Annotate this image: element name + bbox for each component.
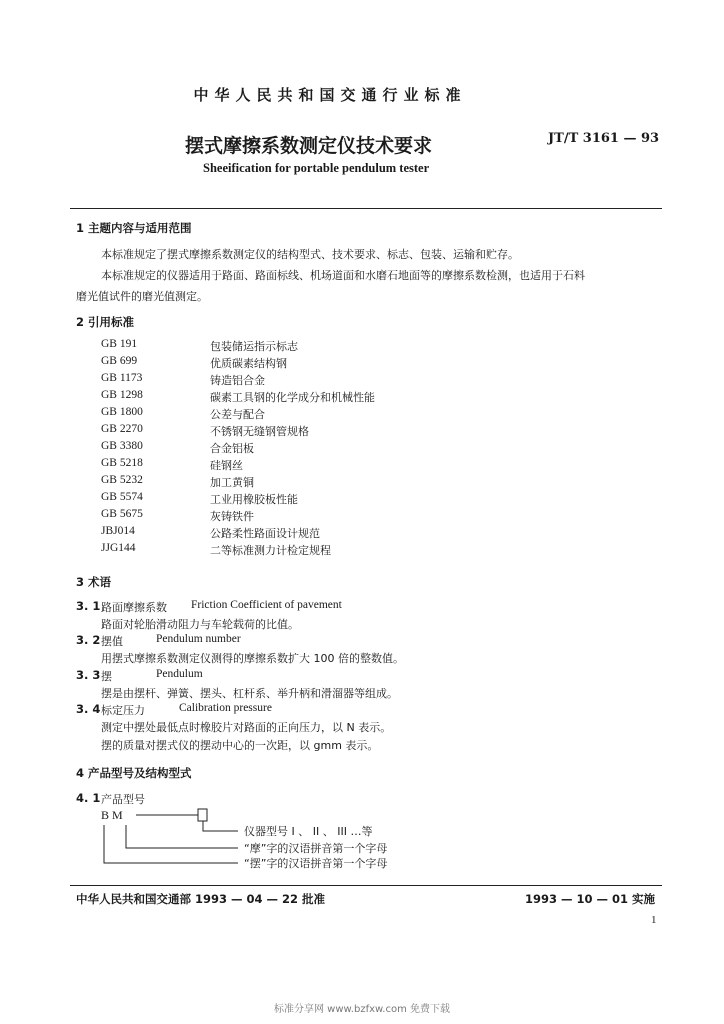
section-1-para-2-line-2: 磨光值试件的磨光值测定。 <box>76 290 208 303</box>
ref-code: GB 2270 <box>101 423 143 435</box>
term-name: 摆 <box>101 670 112 683</box>
approval-info: 中华人民共和国交通部 1993 — 04 — 22 批准 <box>76 892 326 906</box>
model-legend-bai: “摆”字的汉语拼音第一个字母 <box>244 857 388 870</box>
document-title: 摆式摩擦系数测定仪技术要求 <box>185 135 433 157</box>
term-number: 3. 2 <box>76 633 101 647</box>
ref-name: 工业用橡胶板性能 <box>210 493 298 506</box>
ref-name: 灰铸铁件 <box>210 510 254 523</box>
page-number: 1 <box>651 914 657 926</box>
english-title: Sheeification for portable pendulum tester <box>203 161 430 175</box>
ref-name: 公差与配合 <box>210 408 265 421</box>
ref-code: GB 191 <box>101 338 138 350</box>
mo-letter-leader <box>126 825 238 848</box>
model-type-leader <box>203 821 238 831</box>
term-definition: 摆的质量对摆式仪的摆动中心的一次距，以 gmm 表示。 <box>101 739 379 752</box>
ref-name: 包装储运指示标志 <box>210 340 298 353</box>
term-english: Pendulum <box>156 668 203 680</box>
term-english: Calibration pressure <box>179 702 272 714</box>
section-3-heading: 3 术语 <box>76 575 112 589</box>
ref-name: 公路柔性路面设计规范 <box>210 527 320 540</box>
section-1-para-2-line-1: 本标准规定的仪器适用于路面、路面标线、机场道面和水磨石地面等的摩擦系数检测，也适用于石料 <box>101 269 585 282</box>
ref-code: GB 1298 <box>101 389 143 401</box>
ref-code: JJG144 <box>101 542 136 554</box>
term-name: 路面摩擦系数 <box>101 601 167 614</box>
ref-code: GB 1173 <box>101 372 143 384</box>
term-number: 3. 3 <box>76 668 101 682</box>
standard-category: 中华人民共和国交通行业标准 <box>193 86 467 104</box>
term-english: Friction Coefficient of pavement <box>191 599 342 611</box>
ref-name: 碳素工具钢的化学成分和机械性能 <box>210 391 375 404</box>
term-english: Pendulum number <box>156 633 241 645</box>
term-definition: 摆是由摆杆、弹簧、摆头、杠杆系、举升柄和滑溜器等组成。 <box>101 687 398 700</box>
effective-date: 1993 — 10 — 01 实施 <box>525 892 656 906</box>
ref-code: GB 3380 <box>101 440 143 452</box>
section-2-heading: 2 引用标准 <box>76 315 135 329</box>
ref-code: GB 5218 <box>101 457 143 469</box>
ref-code: GB 5574 <box>101 491 143 503</box>
model-type-box <box>198 809 207 821</box>
model-legend-mo: “摩”字的汉语拼音第一个字母 <box>244 842 388 855</box>
term-name: 摆值 <box>101 635 123 648</box>
ref-code: GB 5675 <box>101 508 143 520</box>
watermark-text: 标准分享网 www.bzfxw.com 免费下载 <box>274 1004 450 1015</box>
term-number: 3. 1 <box>76 599 101 613</box>
ref-code: GB 1800 <box>101 406 143 418</box>
model-legend-type: 仪器型号 I 、 II 、 III …等 <box>244 825 373 838</box>
subsection-number: 4. 1 <box>76 791 101 805</box>
ref-name: 硅钢丝 <box>210 459 243 472</box>
ref-code: GB 5232 <box>101 474 143 486</box>
subsection-title: 产品型号 <box>101 793 145 806</box>
term-number: 3. 4 <box>76 702 101 716</box>
ref-name: 铸造铝合金 <box>210 374 265 387</box>
term-definition: 路面对轮胎滑动阻力与车轮载荷的比值。 <box>101 618 299 631</box>
ref-name: 合金铝板 <box>210 442 254 455</box>
ref-code: GB 699 <box>101 355 138 367</box>
ref-name: 二等标准测力计检定规程 <box>210 544 331 557</box>
model-letters: B M <box>101 808 123 822</box>
section-1-para-1: 本标准规定了摆式摩擦系数测定仪的结构型式、技术要求、标志、包装、运输和贮存。 <box>101 248 519 261</box>
term-definition: 测定中摆处最低点时橡胶片对路面的正向压力，以 N 表示。 <box>101 721 392 734</box>
header-divider <box>70 208 662 209</box>
term-definition: 用摆式摩擦系数测定仪测得的摩擦系数扩大 100 倍的整数值。 <box>101 652 404 665</box>
footer-divider <box>70 885 662 886</box>
ref-name: 优质碳素结构钢 <box>210 357 287 370</box>
ref-name: 加工黄铜 <box>210 476 254 489</box>
term-name: 标定压力 <box>101 704 145 717</box>
section-4-heading: 4 产品型号及结构型式 <box>76 766 192 780</box>
section-1-heading: 1 主题内容与适用范围 <box>76 221 192 235</box>
ref-name: 不锈钢无缝钢管规格 <box>210 425 309 438</box>
standard-number: JT/T 3161 — 93 <box>548 131 660 146</box>
ref-code: JBJ014 <box>101 525 135 537</box>
